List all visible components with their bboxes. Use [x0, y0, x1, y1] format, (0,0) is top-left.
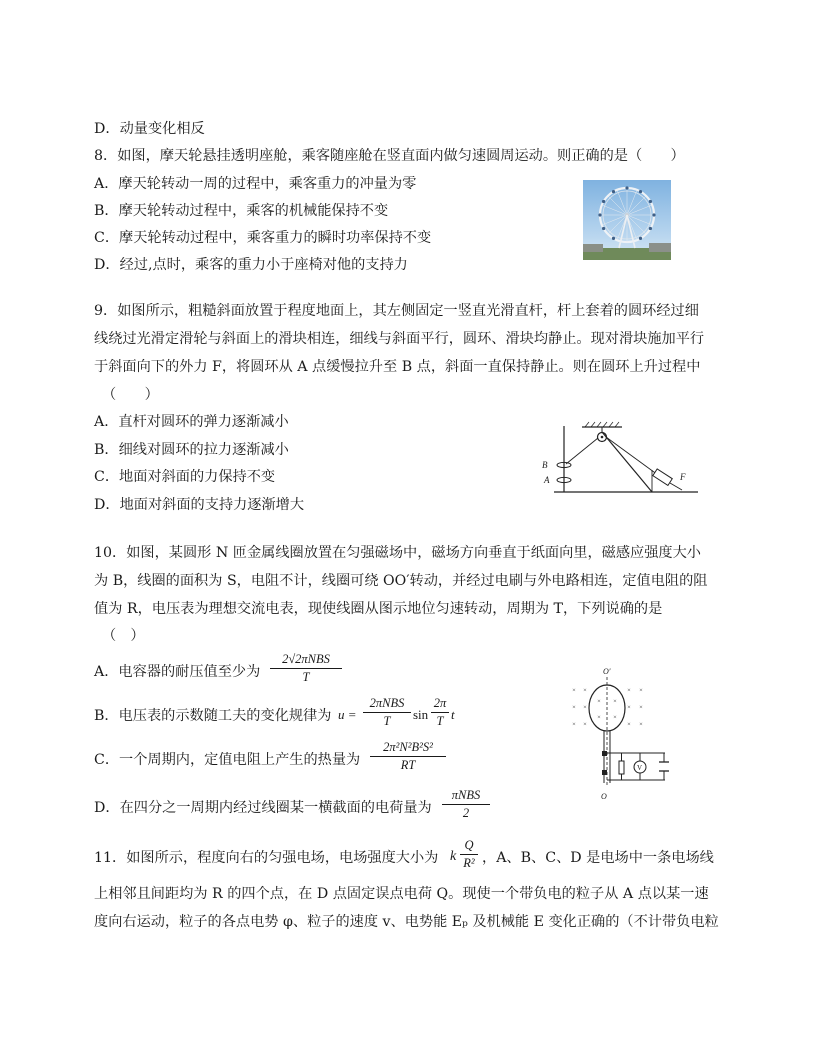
svg-text:×: ×: [597, 714, 601, 721]
label-point-b: B: [542, 460, 548, 470]
ferris-wheel-photo: [583, 180, 671, 260]
label-voltmeter: V: [637, 764, 643, 772]
fraction-denominator: T: [436, 714, 444, 728]
q11-stem-line3: 度向右运动，粒子的各点电势 φ、粒子的速度 v、电势能 Eₚ 及机械能 E 变化正确的（不计带负电粒: [94, 914, 719, 930]
q10-option-b-t: t: [451, 707, 455, 722]
fraction-numerator: Q: [464, 838, 474, 852]
q10-option-b-sin: sin: [413, 707, 429, 722]
label-o: O: [601, 792, 607, 801]
q10-option-a: A．电容器的耐压值至少为: [94, 664, 261, 680]
label-force-f: F: [680, 472, 686, 482]
fraction-denominator: R²: [463, 856, 475, 870]
label-point-a: A: [544, 475, 550, 485]
q10-option-b-u: u =: [338, 707, 357, 722]
q10-stem-line1: 10．如图，某圆形 N 匝金属线圈放置在匀强磁场中，磁场方向垂直于纸面向里，磁感应强度大小: [94, 545, 701, 561]
svg-text:×: ×: [572, 721, 576, 728]
svg-text:×: ×: [639, 721, 643, 728]
q9-stem-line3: 于斜面向下的外力 F，将圆环从 A 点缓慢拉升至 B 点，斜面一直保持静止。则在圆环上升过程中: [94, 359, 701, 375]
q9-stem-line4: （ ）: [102, 387, 159, 403]
fraction-numerator: 2π: [433, 696, 447, 710]
label-o-prime: O′: [603, 667, 611, 676]
q10-stem-line3: 值为 R，电压表为理想交流电表，现使线圈从图示地位匀速转动，周期为 T，下列说确的是: [94, 601, 663, 617]
svg-text:×: ×: [627, 704, 631, 711]
q8-option-a: A．摩天轮转动一周的过程中，乘客重力的冲量为零: [94, 176, 417, 192]
q11-field-fraction: [460, 838, 478, 871]
fraction-denominator: RT: [400, 758, 416, 772]
q10-option-b-fraction-2: [431, 696, 449, 729]
fraction-numerator: πNBS: [451, 788, 481, 802]
fraction-denominator: 2: [462, 806, 470, 820]
q11-stem-line1a: 11．如图所示，程度向右的匀强电场，电场强度大小为: [94, 850, 439, 866]
fraction-denominator: T: [383, 714, 391, 728]
q10-option-c: C．一个周期内，定值电阻上产生的热量为: [94, 752, 361, 768]
fraction-numerator: 2π²N²B²S²: [383, 740, 433, 754]
svg-text:×: ×: [627, 721, 631, 728]
q10-option-b-fraction-1: [363, 696, 411, 729]
svg-text:×: ×: [613, 698, 617, 705]
svg-text:×: ×: [597, 698, 601, 705]
q11-k: k: [450, 849, 457, 864]
svg-text:×: ×: [627, 687, 631, 694]
q10-stem-line2: 为 B，线圈的面积为 S，电阻不计，线圈可绕 OO′转动，并经过电刷与外电路相连，定值电阻的阻: [94, 573, 708, 589]
svg-text:×: ×: [572, 687, 576, 694]
incline-pulley-diagram: [540, 420, 700, 500]
q9-stem-line1: 9．如图所示，粗糙斜面放置于程度地面上，其左侧固定一竖直光滑直杆，杆上套着的圆环经过细: [94, 303, 699, 319]
q9-option-c: C．地面对斜面的力保持不变: [94, 469, 276, 485]
q8-option-d: D．经过,点时，乘客的重力小于座椅对他的支持力: [94, 257, 408, 273]
coil-magnetic-field-diagram: [565, 665, 675, 805]
q8-option-b: B．摩天轮转动过程中，乘客的机械能保持不变: [94, 203, 389, 219]
q10-stem-line4: （ ）: [102, 628, 145, 644]
q10-option-b: B．电压表的示数随工夫的变化规律为: [94, 708, 332, 724]
fraction-numerator: 2πNBS: [369, 696, 405, 710]
q8-stem: 8．如图，摩天轮悬挂透明座舱，乘客随座舱在竖直面内做匀速圆周运动。则正确的是（ ）: [94, 148, 685, 164]
q10-option-c-fraction: [370, 740, 446, 773]
fraction-denominator: T: [302, 670, 310, 684]
svg-text:×: ×: [639, 687, 643, 694]
q9-option-d: D．地面对斜面的支持力逐渐增大: [94, 497, 305, 513]
svg-text:×: ×: [572, 704, 576, 711]
q7-option-d: D．动量变化相反: [94, 121, 205, 137]
q10-option-d: D．在四分之一周期内经过线圈某一横截面的电荷量为: [94, 800, 432, 816]
q11-stem-line1b: ，A、B、C、D 是电场中一条电场线: [482, 850, 714, 866]
svg-text:×: ×: [583, 687, 587, 694]
q10-option-d-fraction: [442, 788, 490, 821]
q9-stem-line2: 线绕过光滑定滑轮与斜面上的滑块相连，细线与斜面平行，圆环、滑块均静止。现对滑块施加平行: [94, 331, 705, 347]
q10-option-a-fraction: [270, 652, 342, 685]
fraction-numerator: 2√2πNBS: [282, 652, 330, 666]
svg-text:×: ×: [639, 704, 643, 711]
q8-option-c: C．摩天轮转动过程中，乘客重力的瞬时功率保持不变: [94, 230, 432, 246]
svg-text:×: ×: [583, 704, 587, 711]
q9-option-a: A．直杆对圆环的弹力逐渐减小: [94, 414, 289, 430]
q9-option-b: B．细线对圆环的拉力逐渐减小: [94, 442, 289, 458]
svg-text:×: ×: [613, 714, 617, 721]
svg-text:×: ×: [583, 721, 587, 728]
q11-stem-line2: 上相邻且间距均为 R 的四个点，在 D 点固定误点电荷 Q。现使一个带负电的粒子从 A 点以某一速: [94, 886, 709, 902]
